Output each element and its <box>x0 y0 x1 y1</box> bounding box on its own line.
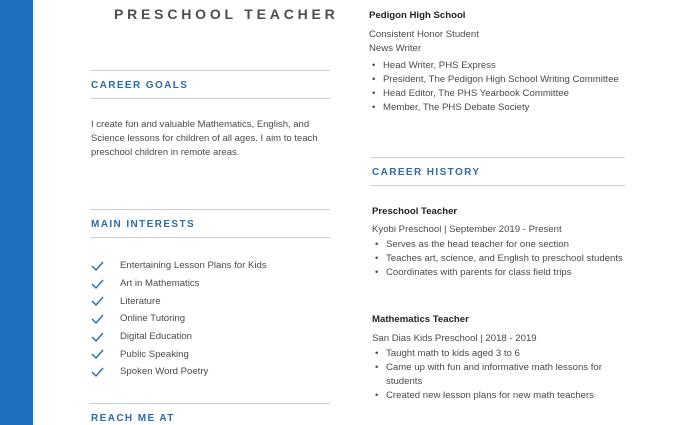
list-item: • President, The Pedigon High School Writing Committee <box>369 73 634 87</box>
list-item <box>91 275 267 293</box>
check-icon <box>91 349 120 359</box>
list-item <box>91 310 267 328</box>
job-title: Mathematics Teacher <box>372 314 469 325</box>
education-role: News Writer <box>369 43 422 54</box>
resume-job-title: PRESCHOOL TEACHER <box>114 6 339 22</box>
interest-label: Online Tutoring <box>120 313 186 325</box>
interest-label: Digital Education <box>120 331 192 343</box>
list-item: • Serves as the head teacher for one section <box>372 238 627 252</box>
career-goals-heading: CAREER GOALS <box>91 80 189 91</box>
check-icon <box>91 279 120 289</box>
list-item: • Head Writer, PHS Express <box>369 59 634 73</box>
job-title: Preschool Teacher <box>372 206 458 217</box>
list-item <box>91 345 267 363</box>
check-icon <box>91 261 120 271</box>
check-icon <box>91 332 120 342</box>
reach-me-heading: REACH ME AT <box>91 413 175 424</box>
section-divider <box>90 237 330 238</box>
sidebar-accent-bar <box>0 0 33 425</box>
job-bullets <box>372 238 627 280</box>
check-icon <box>91 367 120 377</box>
school-name: Pedigon High School <box>369 10 466 21</box>
interest-label: Public Speaking <box>120 348 189 360</box>
career-goals-text: I create fun and valuable Mathematics, English, and Science lessons for children of all ages. I aim to teach preschool children in remote areas. <box>91 119 318 158</box>
section-divider <box>370 185 625 186</box>
section-divider <box>370 157 625 158</box>
list-item <box>91 292 267 310</box>
job-meta: San Dias Kids Preschool | 2018 - 2019 <box>372 333 537 344</box>
section-divider <box>90 209 330 210</box>
education-honor: Consistent Honor Student <box>369 29 479 40</box>
interest-label: Spoken Word Poetry <box>120 366 209 378</box>
list-item: • Head Editor, The PHS Yearbook Committee <box>369 87 634 101</box>
list-item: • Came up with fun and informative math lessons for students <box>372 361 627 389</box>
main-interests-heading: MAIN INTERESTS <box>91 219 196 230</box>
list-item <box>91 257 267 275</box>
job-meta: Kyobi Preschool | September 2019 - Present <box>372 224 562 235</box>
check-icon <box>91 296 120 306</box>
career-history-heading: CAREER HISTORY <box>372 167 481 178</box>
list-item <box>91 328 267 346</box>
section-divider <box>90 98 330 99</box>
education-bullets <box>369 59 634 115</box>
list-item: • Taught math to kids aged 3 to 6 <box>372 347 627 361</box>
interest-label: Literature <box>120 295 161 307</box>
interest-label: Entertaining Lesson Plans for Kids <box>120 260 267 272</box>
list-item: • Member, The PHS Debate Society <box>369 101 634 115</box>
job-bullets <box>372 347 627 403</box>
list-item: • Coordinates with parents for class field trips <box>372 266 627 280</box>
interest-label: Art in Mathematics <box>120 278 200 290</box>
check-icon <box>91 314 120 324</box>
section-divider <box>90 70 330 71</box>
section-divider <box>90 403 330 404</box>
list-item: • Teaches art, science, and English to preschool students <box>372 252 627 266</box>
list-item: • Created new lesson plans for new math teachers <box>372 389 627 403</box>
main-interests-list <box>91 257 267 381</box>
list-item <box>91 363 267 381</box>
